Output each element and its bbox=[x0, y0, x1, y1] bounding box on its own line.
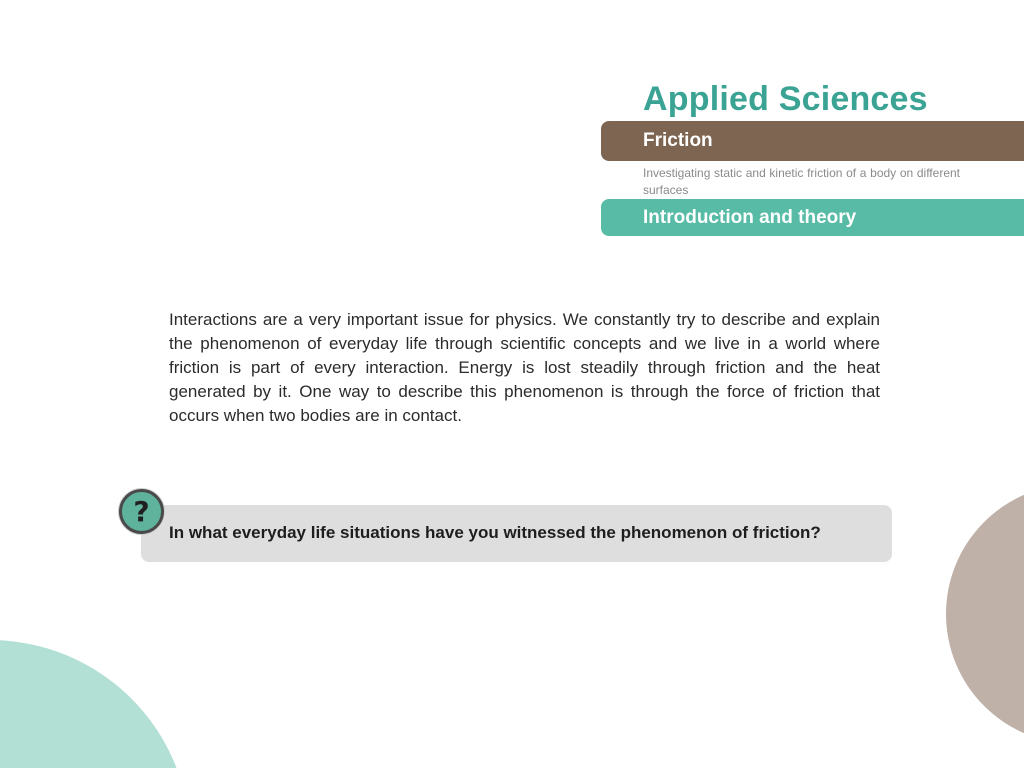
decorative-circle-taupe bbox=[946, 484, 1024, 744]
section-band bbox=[601, 199, 1024, 236]
section-title: Introduction and theory bbox=[643, 207, 857, 228]
topic-subtitle: Investigating static and kinetic friction of a body on different surfaces bbox=[643, 166, 960, 197]
question-text: In what everyday life situations have you witnessed the phenomenon of friction? bbox=[169, 523, 821, 542]
app-title: Applied Sciences bbox=[643, 80, 928, 118]
intro-paragraph: Interactions are a very important issue for physics. We constantly try to describe and explain the phenomenon of everyday life through scientific concepts and we live in a world where friction is part of every interaction. Energy is lost steadily through friction and the heat generated by it. One way to describe this phenomenon is through the force of friction that occurs when two bodies are in contact. bbox=[169, 310, 880, 425]
topic-band bbox=[601, 121, 1024, 161]
topic-title: Friction bbox=[643, 130, 713, 151]
question-box bbox=[141, 505, 892, 562]
decorative-circle-mint bbox=[0, 640, 190, 768]
question-mark-icon: ? bbox=[119, 489, 164, 534]
